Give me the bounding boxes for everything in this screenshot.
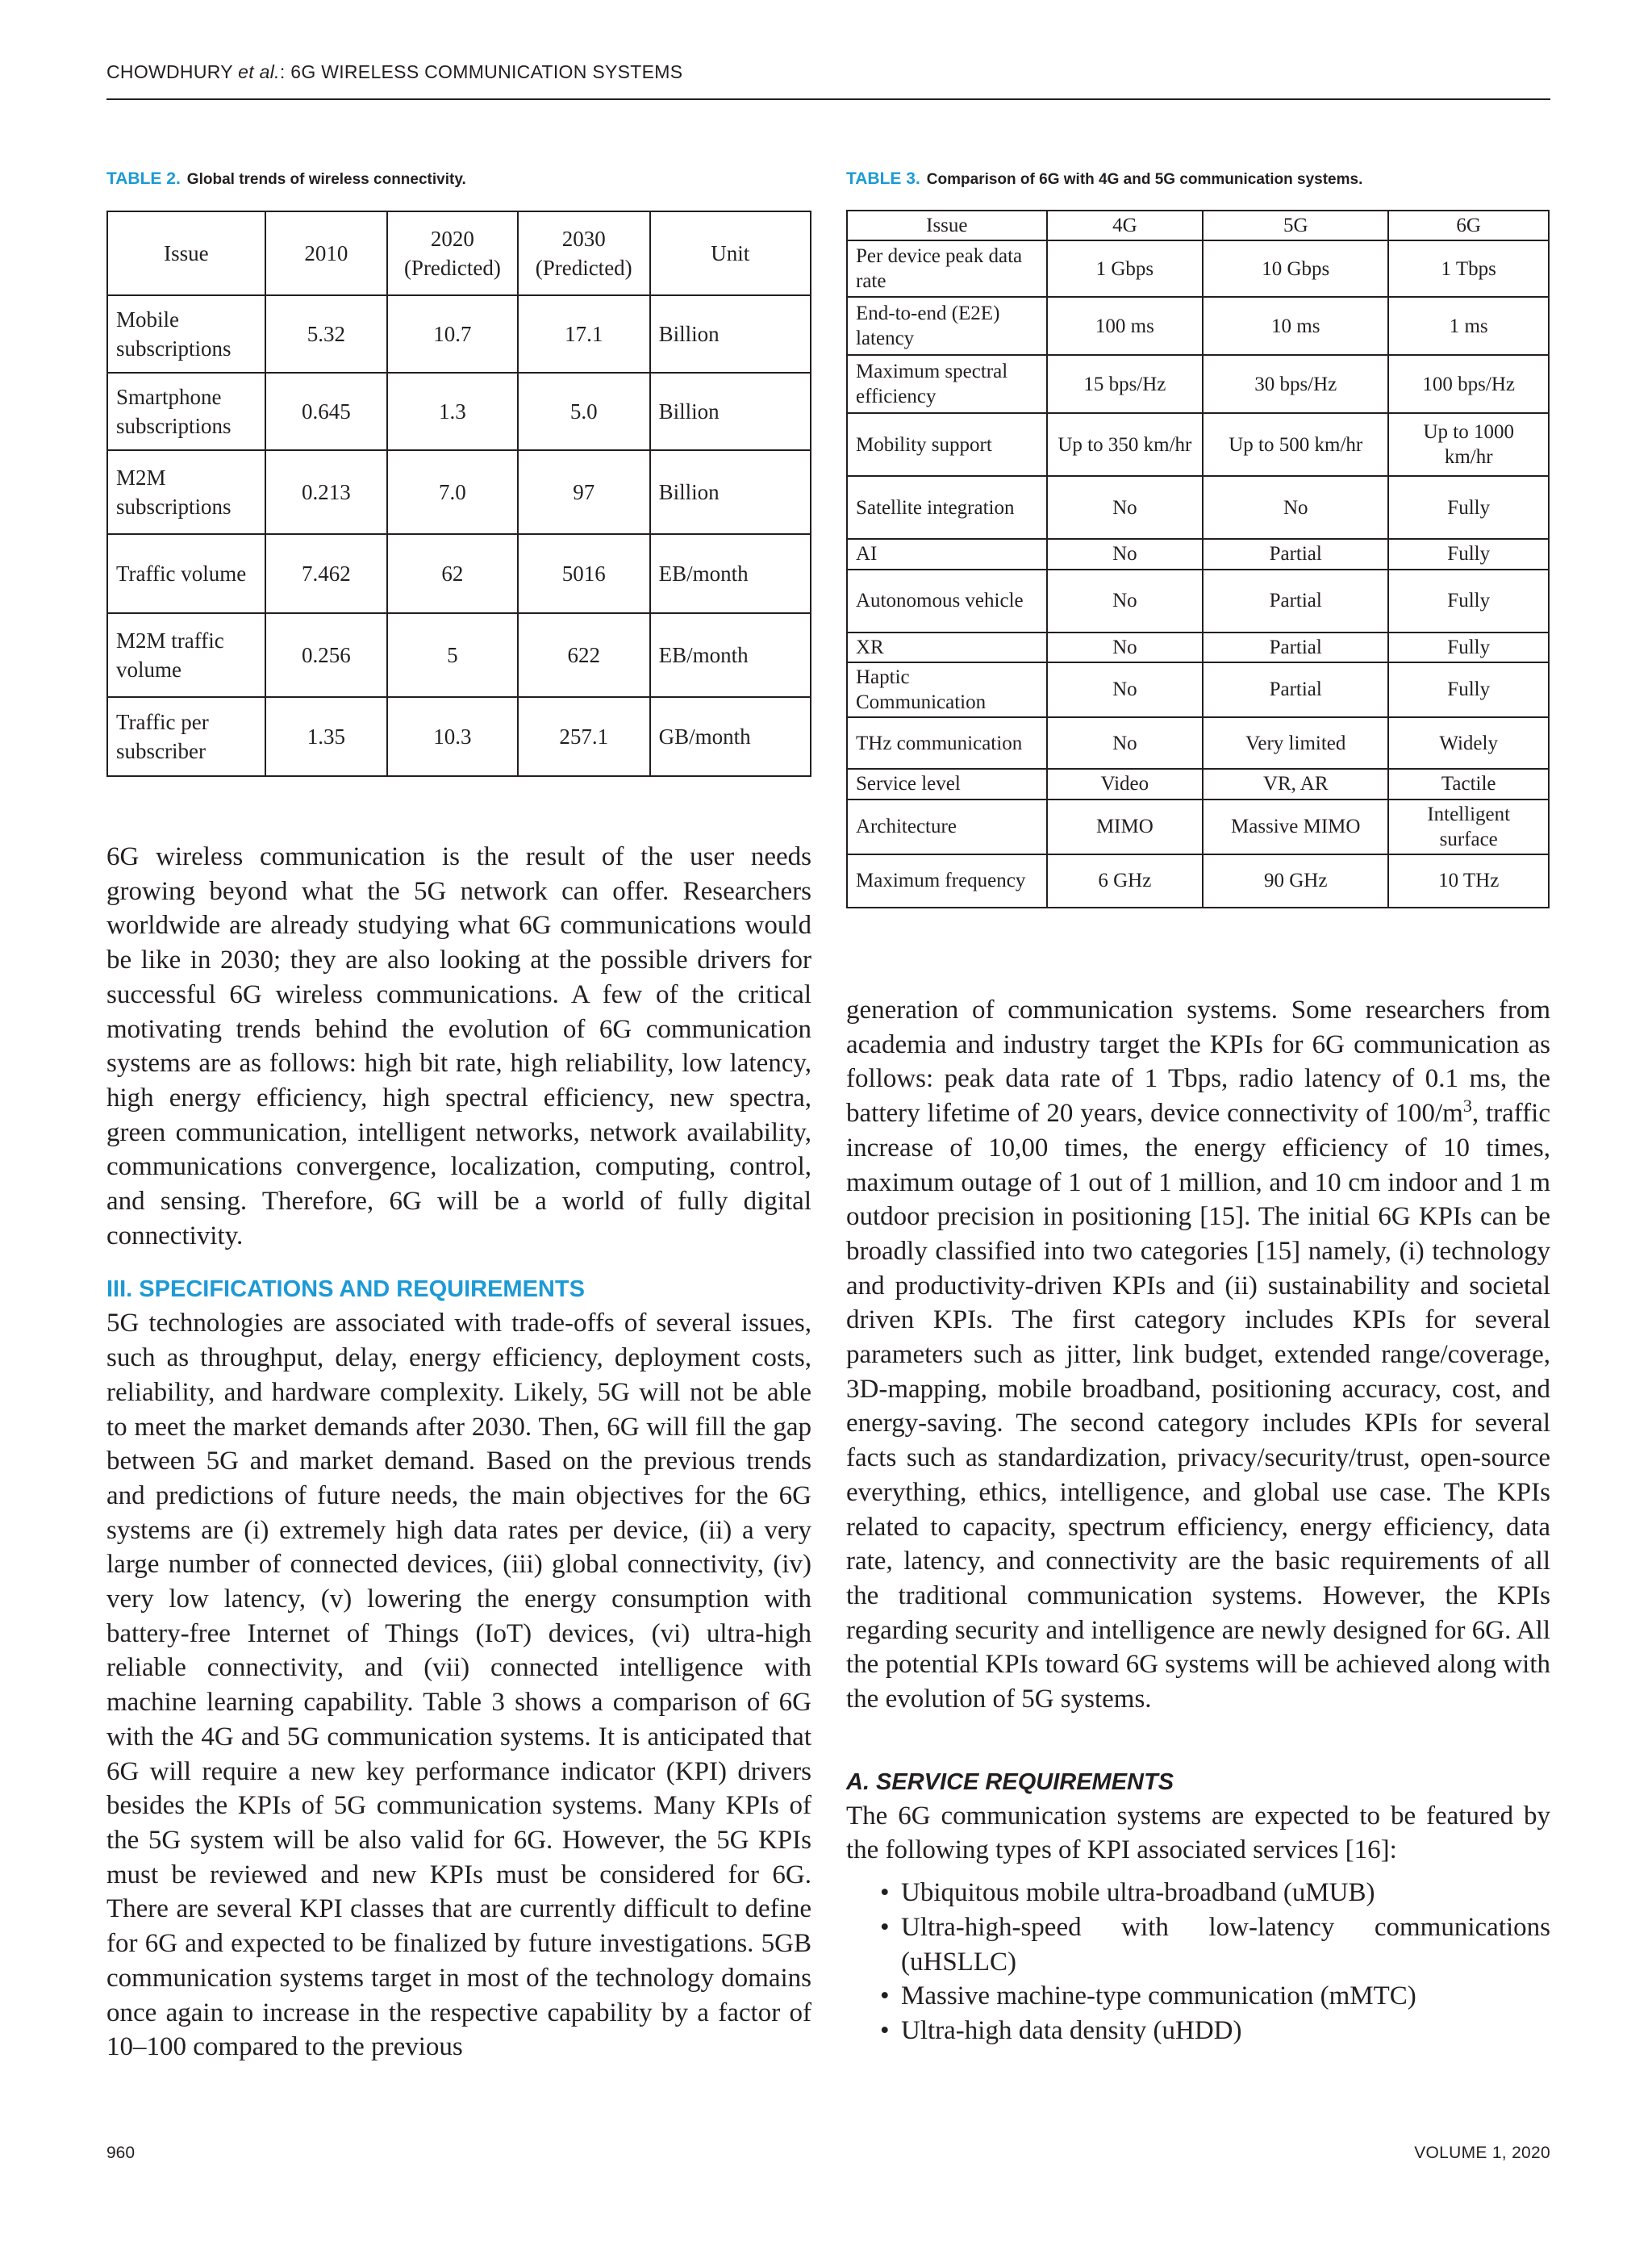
table3-cell-issue: XR	[847, 633, 1047, 662]
right-column	[846, 993, 1550, 2048]
table2-cell-issue: Mobile subscriptions	[107, 295, 265, 373]
table3-cell: 10 Gbps	[1203, 240, 1388, 297]
table2-row	[107, 295, 811, 373]
table3-row	[847, 769, 1549, 799]
table3-cell-issue: Service level	[847, 769, 1047, 799]
table3-cell: Very limited	[1203, 717, 1388, 769]
table2-caption	[106, 169, 466, 189]
section-heading: III. SPECIFICATIONS AND REQUIREMENTS	[106, 1276, 585, 1303]
table3-cell: 90 GHz	[1203, 854, 1388, 908]
table2-cell-issue: Traffic volume	[107, 534, 265, 613]
table3-row	[847, 570, 1549, 633]
table3-caption	[846, 169, 1362, 189]
table3-row	[847, 413, 1549, 476]
table3-cell: No	[1203, 476, 1388, 539]
table3	[846, 210, 1550, 908]
table3-cell: Video	[1047, 769, 1203, 799]
bullet-icon: •	[880, 2015, 890, 2045]
table2-cell-issue: M2M subscriptions	[107, 450, 265, 534]
table2-row	[107, 450, 811, 534]
table2-caption-text: Global trends of wireless connectivity.	[186, 171, 466, 188]
table3-row	[847, 355, 1549, 413]
table3-header-row	[847, 211, 1549, 240]
table3-cell: VR, AR	[1203, 769, 1388, 799]
table3-cell: No	[1047, 570, 1203, 633]
table3-cell: 10 THz	[1388, 854, 1549, 908]
table2-cell: 5016	[518, 534, 650, 613]
table3-header-cell: 6G	[1388, 211, 1549, 240]
table3-cell: Up to 1000 km/hr	[1388, 413, 1549, 476]
table3-row	[847, 854, 1549, 908]
table3-cell-issue: Per device peak data rate	[847, 240, 1047, 297]
table3-cell: Widely	[1388, 717, 1549, 769]
table2-cell-issue: Traffic per subscriber	[107, 697, 265, 776]
table2-cell-unit: EB/month	[650, 613, 811, 697]
table3-row	[847, 539, 1549, 569]
table3-cell: Fully	[1388, 476, 1549, 539]
table3-cell: 1 ms	[1388, 297, 1549, 355]
table2-cell: 5.0	[518, 373, 650, 450]
table3-cell: Fully	[1388, 633, 1549, 662]
table3-cell-issue: Architecture	[847, 800, 1047, 855]
table3-row	[847, 662, 1549, 718]
subsection-heading: A. SERVICE REQUIREMENTS	[846, 1768, 1174, 1795]
table2-header-cell: Issue	[107, 211, 265, 295]
table2-cell: 0.645	[265, 373, 387, 450]
table3-cell-issue: Mobility support	[847, 413, 1047, 476]
table2-cell: 1.3	[387, 373, 518, 450]
table2-cell-unit: EB/month	[650, 534, 811, 613]
table2-cell: 17.1	[518, 295, 650, 373]
running-header	[106, 61, 682, 83]
header-et-al: et al.	[238, 61, 280, 82]
table3-cell-issue: Maximum frequency	[847, 854, 1047, 908]
table3-cell: Fully	[1388, 662, 1549, 718]
table2-cell-unit: Billion	[650, 373, 811, 450]
header-rule	[106, 98, 1550, 100]
table2-cell: 7.0	[387, 450, 518, 534]
table2-row	[107, 697, 811, 776]
table2-cell-unit: GB/month	[650, 697, 811, 776]
table3-cell: No	[1047, 662, 1203, 718]
table2-cell: 622	[518, 613, 650, 697]
table3-cell: Partial	[1203, 662, 1388, 718]
volume-label: VOLUME 1, 2020	[1414, 2144, 1550, 2162]
bullet-icon: •	[880, 1981, 890, 2011]
table3-row	[847, 717, 1549, 769]
table2-cell-issue: Smartphone subscriptions	[107, 373, 265, 450]
table2-cell: 97	[518, 450, 650, 534]
table2-cell: 10.7	[387, 295, 518, 373]
bullet-icon: •	[880, 1912, 890, 1942]
table2-cell: 1.35	[265, 697, 387, 776]
table2-cell: 10.3	[387, 697, 518, 776]
body-paragraph: The 6G communication systems are expected to be featured by the following types of KPI associated services [16]:	[846, 1801, 1550, 1865]
table3-cell: Intelligent surface	[1388, 800, 1549, 855]
table3-cell: No	[1047, 476, 1203, 539]
table3-cell-issue: Maximum spectral efficiency	[847, 355, 1047, 413]
table3-cell: Up to 350 km/hr	[1047, 413, 1203, 476]
table3-row	[847, 297, 1549, 355]
table3-cell: No	[1047, 633, 1203, 662]
table2-row	[107, 613, 811, 697]
body-paragraph: 5G technologies are associated with trade-offs of several issues, such as throughput, delay, energy efficiency, deployment costs, reliability, and hardware complexity. Likely, 5G will not be able to meet the market demands after 2030. Then, 6G will fill the gap between 5G and market demand. Based on the previous trends and predictions of future needs, the main objectives for the 6G systems are (i) extremely high data rates per device, (ii) a very large number of connected devices, (iii) global connectivity, (iv) very low latency, (v) lowering the energy consumption with battery-free Internet of Things (IoT) devices, (vi) ultra-high reliable connectivity, and (vii) connected intelligence with machine learning capability. Table 3 shows a comparison of 6G with the 4G and 5G communication systems. It is anticipated that 6G will require a new key performance indicator (KPI) drivers besides the KPIs of 5G communication systems. Many KPIs of the 5G system will be also valid for 6G. However, the 5G KPIs must be reviewed and new KPIs must be considered for 6G. There are several KPI classes that are currently difficult to define for 6G and expected to be finalized by future investigations. 5GB communication systems target in most of the technology domains once again to increase in the respective capability by a factor of 10–100 compared to the previous	[106, 1309, 811, 2062]
table3-cell-issue: THz communication	[847, 717, 1047, 769]
table3-cell-issue: Satellite integration	[847, 476, 1047, 539]
table3-cell: Fully	[1388, 539, 1549, 569]
table3-row	[847, 633, 1549, 662]
table2	[106, 211, 811, 777]
table3-cell: No	[1047, 717, 1203, 769]
table3-row	[847, 800, 1549, 855]
superscript: 3	[1462, 1096, 1472, 1117]
table3-cell: 100 bps/Hz	[1388, 355, 1549, 413]
table3-label: TABLE 3.	[846, 169, 920, 188]
table3-header-cell: 4G	[1047, 211, 1203, 240]
table2-header-cell: Unit	[650, 211, 811, 295]
table2-cell: 7.462	[265, 534, 387, 613]
table3-cell: 100 ms	[1047, 297, 1203, 355]
table3-cell: 1 Gbps	[1047, 240, 1203, 297]
table2-header-row	[107, 211, 811, 295]
table3-cell: MIMO	[1047, 800, 1203, 855]
table2-cell: 257.1	[518, 697, 650, 776]
table3-row	[847, 240, 1549, 297]
left-column	[106, 840, 811, 2065]
table3-cell: 1 Tbps	[1388, 240, 1549, 297]
table2-cell-unit: Billion	[650, 450, 811, 534]
table3-cell: Partial	[1203, 570, 1388, 633]
table2-header-cell: 2010	[265, 211, 387, 295]
table2-label: TABLE 2.	[106, 169, 181, 188]
table3-cell: 6 GHz	[1047, 854, 1203, 908]
table3-cell: Massive MIMO	[1203, 800, 1388, 855]
body-paragraph: generation of communication systems. Some researchers from academia and industry target the KPIs for 6G communication as follows: peak data rate of 1 Tbps, radio latency of 0.1 ms, the battery lifetime of 20 years, device connectivity of $100/m^3$, traffic increase of 10,00 times, the energy efficiency of 10 times, maximum outage of 1 out of 1 million, and 10 cm indoor and 1 m outdoor precision in positioning [15]. The initial 6G KPIs can be broadly classified into two categories [15] namely, (i) technology and productivity-driven KPIs and (ii) sustainability and societal driven KPIs. The first category includes KPIs for several parameters such as jitter, link budget, extended range/coverage, 3D-mapping, mobile broadband, positioning accuracy, cost, and energy-saving. The second category includes KPIs for several facts such as standardization, privacy/security/trust, open-source everything, ethics, intelligence, and global use case. The KPIs related to capacity, spectrum efficiency, energy efficiency, data rate, latency, and connectivity are the basic requirements of all the traditional communication systems. However, the KPIs regarding security and intelligence are newly designed for 6G. All the potential KPIs toward 6G systems will be achieved along with the evolution of 5G systems.	[846, 996, 1550, 1714]
table2-cell: 0.256	[265, 613, 387, 697]
table3-cell: No	[1047, 539, 1203, 569]
body-paragraph: 6G wireless communication is the result of the user needs growing beyond what the 5G network can offer. Researchers worldwide are already studying what 6G communications would be like in 2030; they are also looking at the possible drivers for successful 6G wireless communications. A few of the critical motivating trends behind the evolution of 6G communication systems are as follows: high bit rate, high reliability, low latency, high energy efficiency, high spectral efficiency, new spectra, green communication, intelligent networks, network availability, communications convergence, localization, computing, control, and sensing. Therefore, 6G will be a world of fully digital connectivity.	[106, 842, 811, 1250]
page-number: 960	[106, 2144, 136, 2162]
table3-caption-text: Comparison of 6G with 4G and 5G communication systems.	[926, 171, 1363, 188]
table3-header-cell: Issue	[847, 211, 1047, 240]
table3-cell: Tactile	[1388, 769, 1549, 799]
table2-row	[107, 534, 811, 613]
table3-cell-issue: End-to-end (E2E) latency	[847, 297, 1047, 355]
list-item: • Ubiquitous mobile ultra-broadband (uMUB)	[846, 1876, 1550, 1910]
header-authors: CHOWDHURY	[106, 61, 233, 82]
table3-cell-issue: AI	[847, 539, 1047, 569]
table2-cell: 0.213	[265, 450, 387, 534]
table2-row	[107, 373, 811, 450]
table3-cell: 10 ms	[1203, 297, 1388, 355]
list-item: • Ultra-high data density (uHDD)	[846, 2014, 1550, 2048]
header-title: : 6G WIRELESS COMMUNICATION SYSTEMS	[279, 61, 683, 82]
table3-cell-issue: Autonomous vehicle	[847, 570, 1047, 633]
list-item: • Massive machine-type communication (mMTC)	[846, 1979, 1550, 2014]
table2-cell: 62	[387, 534, 518, 613]
table3-header-cell: 5G	[1203, 211, 1388, 240]
table3-cell: Partial	[1203, 633, 1388, 662]
table3-cell: Fully	[1388, 570, 1549, 633]
table2-header-cell: 2020 (Predicted)	[387, 211, 518, 295]
table3-cell: 15 bps/Hz	[1047, 355, 1203, 413]
table2-cell: 5	[387, 613, 518, 697]
table2-header-cell: 2030 (Predicted)	[518, 211, 650, 295]
table2-cell-unit: Billion	[650, 295, 811, 373]
table3-cell-issue: Haptic Communication	[847, 662, 1047, 718]
table3-cell: Partial	[1203, 539, 1388, 569]
table2-cell-issue: M2M traffic volume	[107, 613, 265, 697]
table3-cell: 30 bps/Hz	[1203, 355, 1388, 413]
table3-cell: Up to 500 km/hr	[1203, 413, 1388, 476]
table3-row	[847, 476, 1549, 539]
service-list	[846, 1876, 1550, 2048]
table2-cell: 5.32	[265, 295, 387, 373]
bullet-icon: •	[880, 1878, 890, 1908]
list-item: • Ultra-high-speed with low-latency communications (uHSLLC)	[846, 1910, 1550, 1979]
